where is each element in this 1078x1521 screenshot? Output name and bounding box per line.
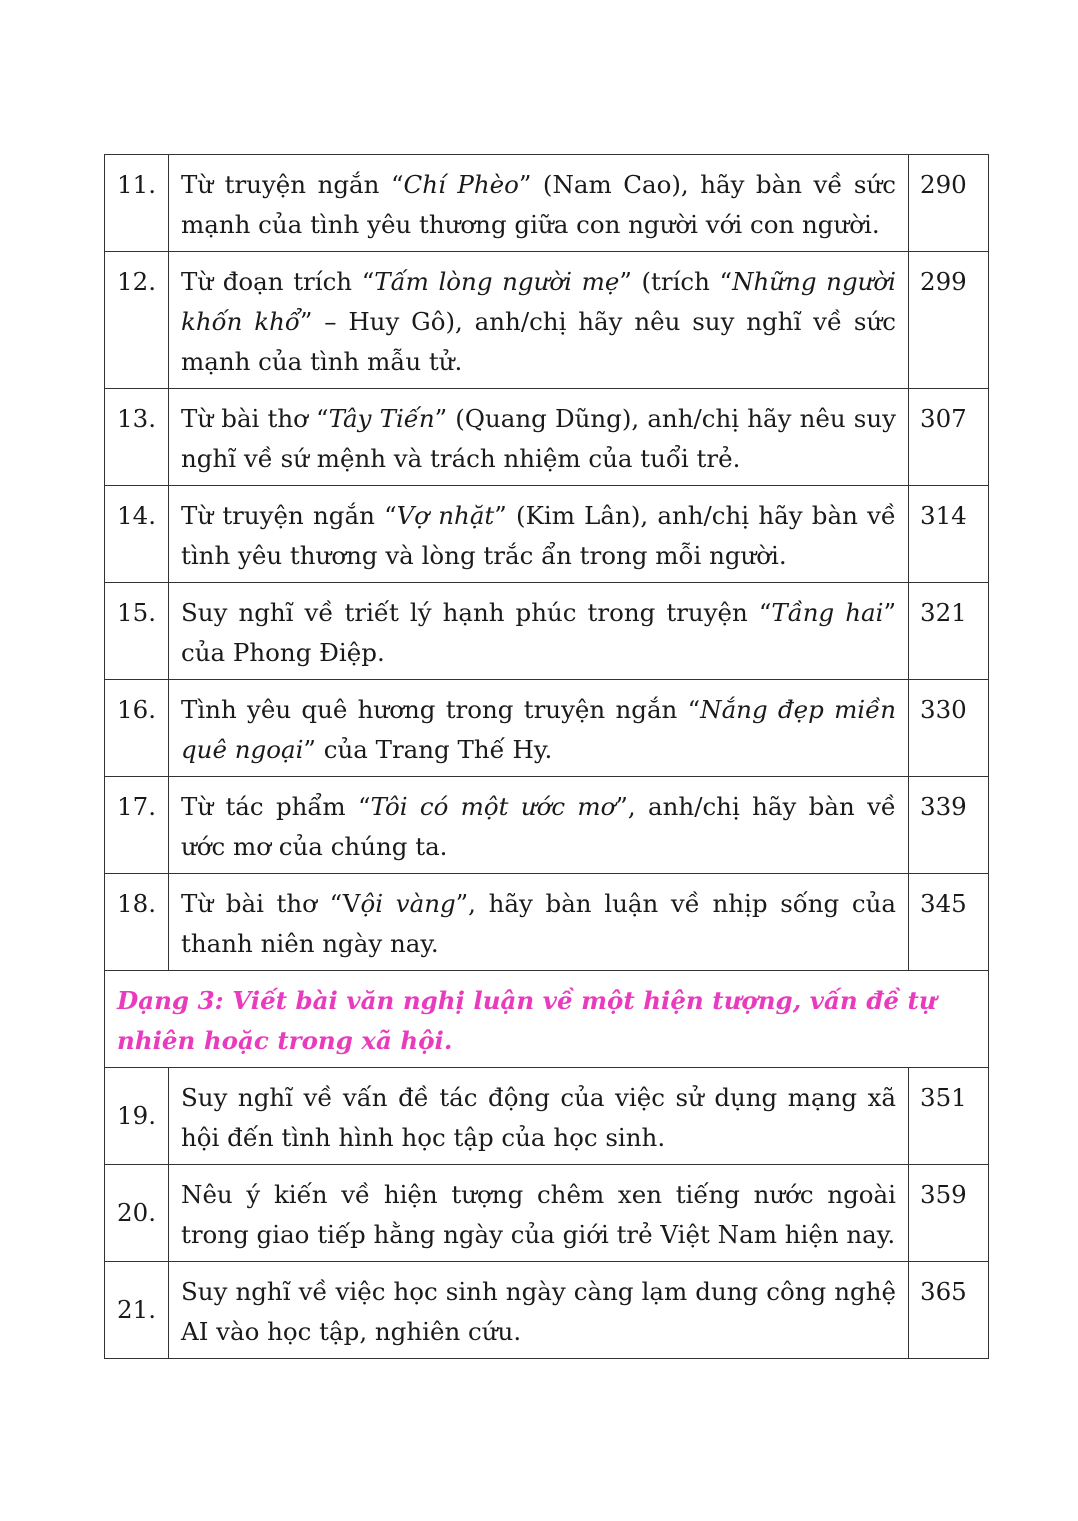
entry-title: Từ tác phẩm “Tôi có một ước mơ”, anh/chị hãy bàn về ước mơ của chúng ta. xyxy=(169,777,909,874)
table-row xyxy=(105,583,989,680)
entry-number: 14. xyxy=(105,486,169,583)
entry-page-number: 321 xyxy=(909,583,989,680)
entry-title: Nêu ý kiến về hiện tượng chêm xen tiếng nước ngoài trong giao tiếp hằng ngày của giới trẻ Việt Nam hiện nay. xyxy=(169,1165,909,1262)
table-row xyxy=(105,1262,989,1359)
entry-number: 12. xyxy=(105,252,169,389)
table-row xyxy=(105,874,989,971)
entry-title: Suy nghĩ về vấn đề tác động của việc sử dụng mạng xã hội đến tình hình học tập của học sinh. xyxy=(169,1068,909,1165)
entry-page-number: 351 xyxy=(909,1068,989,1165)
entry-title: Từ đoạn trích “Tấm lòng người mẹ” (trích “Những người khốn khổ” – Huy Gô), anh/chị hãy nêu suy nghĩ về sức mạnh của tình mẫu tử. xyxy=(169,252,909,389)
entry-page-number: 345 xyxy=(909,874,989,971)
entry-number: 16. xyxy=(105,680,169,777)
entry-page-number: 299 xyxy=(909,252,989,389)
entry-title: Từ truyện ngắn “Vợ nhặt” (Kim Lân), anh/chị hãy bàn về tình yêu thương và lòng trắc ẩn trong mỗi người. xyxy=(169,486,909,583)
entry-page-number: 339 xyxy=(909,777,989,874)
table-of-contents xyxy=(104,154,989,1359)
entry-title: Từ truyện ngắn “Chí Phèo” (Nam Cao), hãy bàn về sức mạnh của tình yêu thương giữa con người với con người. xyxy=(169,155,909,252)
entry-title: Từ bài thơ “Vội vàng”, hãy bàn luận về nhịp sống của thanh niên ngày nay. xyxy=(169,874,909,971)
section-heading-row xyxy=(105,971,989,1068)
table-row xyxy=(105,680,989,777)
entry-number: 21. xyxy=(105,1262,169,1359)
entry-page-number: 365 xyxy=(909,1262,989,1359)
entry-number: 19. xyxy=(105,1068,169,1165)
table-row xyxy=(105,777,989,874)
entry-page-number: 307 xyxy=(909,389,989,486)
table-row xyxy=(105,389,989,486)
table-row xyxy=(105,1068,989,1165)
table-row xyxy=(105,252,989,389)
table-row xyxy=(105,155,989,252)
entry-number: 18. xyxy=(105,874,169,971)
entry-page-number: 314 xyxy=(909,486,989,583)
section-heading: Dạng 3: Viết bài văn nghị luận về một hiện tượng, vấn đề tự nhiên hoặc trong xã hội. xyxy=(105,971,989,1068)
entry-title: Suy nghĩ về việc học sinh ngày càng lạm dung công nghệ AI vào học tập, nghiên cứu. xyxy=(169,1262,909,1359)
entry-number: 20. xyxy=(105,1165,169,1262)
entry-title: Tình yêu quê hương trong truyện ngắn “Nắng đẹp miền quê ngoại” của Trang Thế Hy. xyxy=(169,680,909,777)
entry-page-number: 359 xyxy=(909,1165,989,1262)
table-row xyxy=(105,1165,989,1262)
entry-page-number: 330 xyxy=(909,680,989,777)
entry-number: 13. xyxy=(105,389,169,486)
entry-title: Từ bài thơ “Tây Tiến” (Quang Dũng), anh/chị hãy nêu suy nghĩ về sứ mệnh và trách nhiệm của tuổi trẻ. xyxy=(169,389,909,486)
entry-title: Suy nghĩ về triết lý hạnh phúc trong truyện “Tầng hai” của Phong Điệp. xyxy=(169,583,909,680)
entry-number: 11. xyxy=(105,155,169,252)
entry-page-number: 290 xyxy=(909,155,989,252)
table-row xyxy=(105,486,989,583)
entry-number: 15. xyxy=(105,583,169,680)
entry-number: 17. xyxy=(105,777,169,874)
